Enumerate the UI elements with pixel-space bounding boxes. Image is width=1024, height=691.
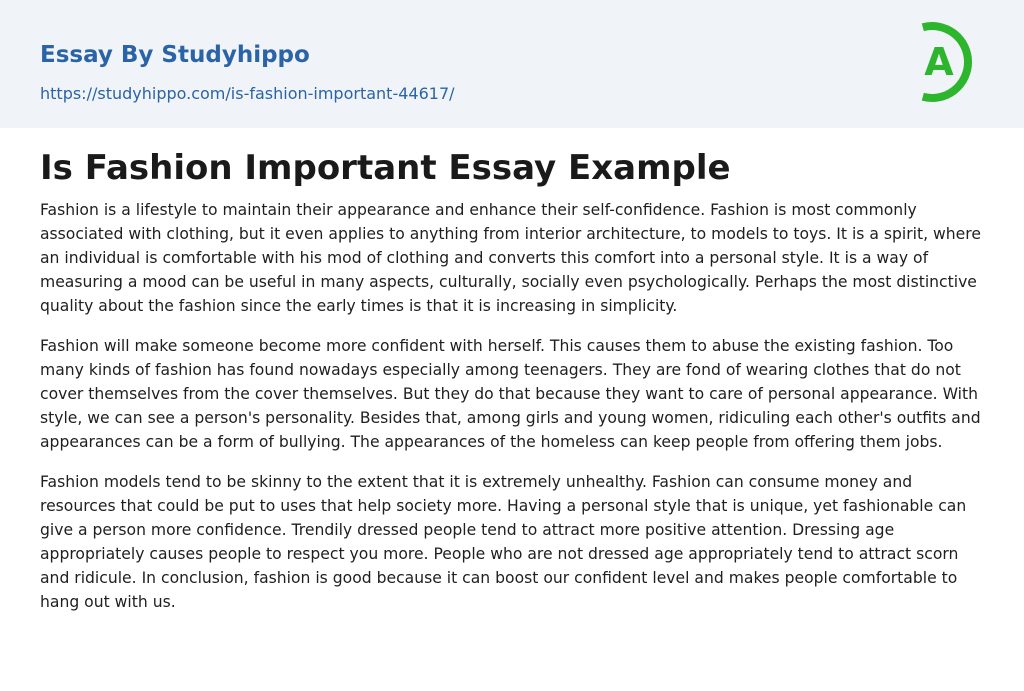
article-paragraph-1: Fashion is a lifestyle to maintain their appearance and enhance their self-confidence. Fashion is most commonly associated with clothing, but it even applies to anything from interior architecture, to models to toys. It is a spirit, where an individual is comfortable with his mod of clothing and converts this comfort into a personal style. It is a way of measuring a mood can be useful in many aspects, culturally, socially even psychologically. Perhaps the most distinctive quality about the fashion since the early times is that it is increasing in simplicity. [40, 201, 981, 315]
article [40, 146, 984, 614]
logo-letter: A [924, 40, 954, 84]
site-brand[interactable]: Essay By Studyhippo [40, 42, 310, 68]
article-paragraph-2: Fashion will make someone become more confident with herself. This causes them to abuse the existing fashion. Too many kinds of fashion has found nowadays especially among teenagers. They are fond of wearing clothes that do not cover themselves from the cover themselves. But they do that because they want to care of personal appearance. With style, we can see a person's personality. Besides that, among girls and young women, ridiculing each other's outfits and appearances can be a form of bullying. The appearances of the homeless can keep people from offering them jobs. [40, 337, 981, 451]
page-url-link[interactable]: https://studyhippo.com/is-fashion-important-44617/ [40, 84, 455, 103]
site-header [0, 0, 1024, 128]
article-title: Is Fashion Important Essay Example [40, 148, 731, 188]
studyhippo-logo-icon[interactable] [912, 18, 986, 106]
article-paragraph-3: Fashion models tend to be skinny to the extent that it is extremely unhealthy. Fashion can consume money and resources that could be put to uses that help society more. Having a personal style that is unique, yet fashionable can give a person more confidence. Trendily dressed people tend to attract more positive attention. Dressing age appropriately causes people to respect you more. People who are not dressed age appropriately tend to attract scorn and ridicule. In conclusion, fashion is good because it can boost our confident level and makes people comfortable to hang out with us. [40, 473, 967, 611]
